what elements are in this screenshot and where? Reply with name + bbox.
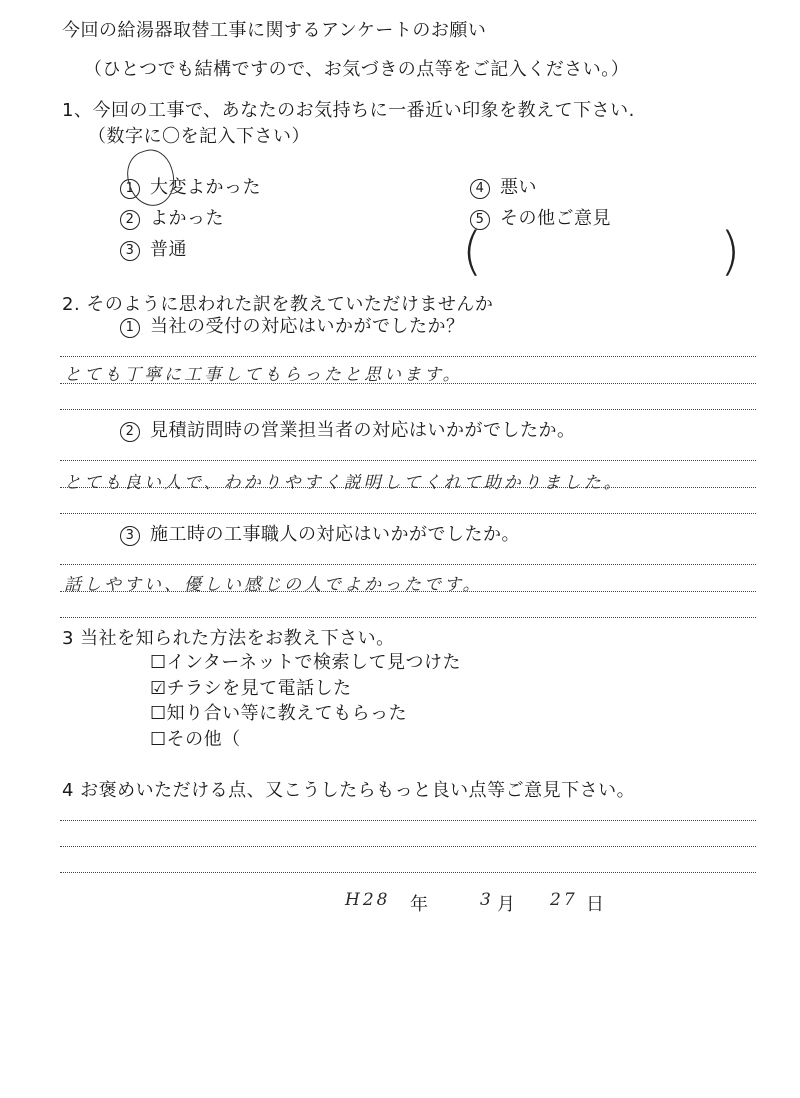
q1-instruction: （数字に〇を記入下さい） (88, 126, 310, 147)
answer-line (60, 846, 756, 847)
option-label: その他（ (166, 729, 241, 750)
answer-line (60, 617, 756, 618)
option-label: その他ご意見 (500, 208, 611, 229)
answer-line (60, 383, 756, 384)
answer-line (60, 460, 756, 461)
q2-sub-2-question (120, 416, 576, 442)
sub-question-text: 当社の受付の対応はいかがでしたか？ (150, 316, 465, 337)
answer-line (60, 591, 756, 592)
q3-option-2[interactable] (150, 674, 352, 700)
checkbox[interactable]: ☐ (150, 703, 167, 724)
option-label: チラシを見て電話した (166, 678, 352, 699)
option-label: 知り合い等に教えてもらった (166, 703, 408, 724)
q2-sub-1-question (120, 312, 465, 338)
sub-number: 1 (120, 318, 140, 338)
date-year-label: 年 (410, 894, 429, 915)
q1-option-3[interactable] (120, 235, 187, 261)
answer-line (60, 820, 756, 821)
option-label: よかった (150, 208, 224, 229)
q3-option-1[interactable] (150, 648, 461, 674)
q1-option-4[interactable] (470, 173, 537, 199)
q3-question: 3 当社を知られた方法をお教え下さい。 (62, 628, 395, 649)
q3-option-4[interactable] (150, 725, 241, 751)
q3-option-3[interactable] (150, 699, 407, 725)
answer-line (60, 487, 756, 488)
answer-line (60, 409, 756, 410)
form-subtitle: （ひとつでも結構ですので、お気づきの点等をご記入ください。） (84, 59, 630, 80)
option-number: 1 (120, 179, 140, 199)
answer-line (60, 513, 756, 514)
sub-number: 3 (120, 526, 140, 546)
checkbox-checked[interactable]: ☑ (150, 678, 167, 699)
sub-number: 2 (120, 422, 140, 442)
answer-line (60, 872, 756, 873)
q1-option-2[interactable] (120, 204, 224, 230)
hand-drawn-circle (120, 144, 181, 211)
q2-sub-1-answer[interactable]: とても丁寧に工事してもらったと思います。 (64, 365, 463, 385)
q2-question: 2. そのように思われた訳を教えていただけませんか (62, 294, 494, 315)
date-day-label: 日 (586, 894, 605, 915)
option-label: 普通 (150, 239, 187, 260)
q2-sub-2-answer[interactable]: とても良い人で、わかりやすく説明してくれて助かりました。 (64, 473, 624, 493)
other-open-paren: ( (462, 222, 483, 282)
date-month-label: 月 (497, 894, 516, 915)
option-number: 4 (470, 179, 490, 199)
option-number: 2 (120, 210, 140, 230)
date-year-value[interactable]: H28 (345, 890, 391, 910)
date-row (0, 890, 800, 920)
q1-option-5[interactable] (470, 204, 611, 230)
answer-line (60, 564, 756, 565)
option-number: 3 (120, 241, 140, 261)
option-label: 大変よかった (150, 177, 261, 198)
other-close-paren: ) (720, 222, 741, 282)
checkbox[interactable]: ☐ (150, 729, 167, 750)
option-label: インターネットで検索して見つけた (166, 652, 462, 673)
sub-question-text: 施工時の工事職人の対応はいかがでしたか。 (150, 524, 520, 545)
date-day-value[interactable]: 27 (550, 890, 578, 910)
q2-sub-3-question (120, 520, 520, 546)
sub-question-text: 見積訪問時の営業担当者の対応はいかがでしたか。 (150, 420, 576, 441)
option-label: 悪い (500, 177, 537, 198)
q1-question: 1、今回の工事で、あなたのお気持ちに一番近い印象を教えて下さい. (62, 100, 635, 121)
checkbox[interactable]: ☐ (150, 652, 167, 673)
date-month-value[interactable]: 3 (480, 890, 494, 910)
form-title: 今回の給湯器取替工事に関するアンケートのお願い (62, 20, 487, 41)
option-number: 5 (470, 210, 490, 230)
answer-line (60, 356, 756, 357)
q4-question: 4 お褒めいただける点、又こうしたらもっと良い点等ご意見下さい。 (62, 780, 636, 801)
q2-sub-3-answer[interactable]: 話しやすい、優しい感じの人でよかったです。 (64, 575, 483, 595)
